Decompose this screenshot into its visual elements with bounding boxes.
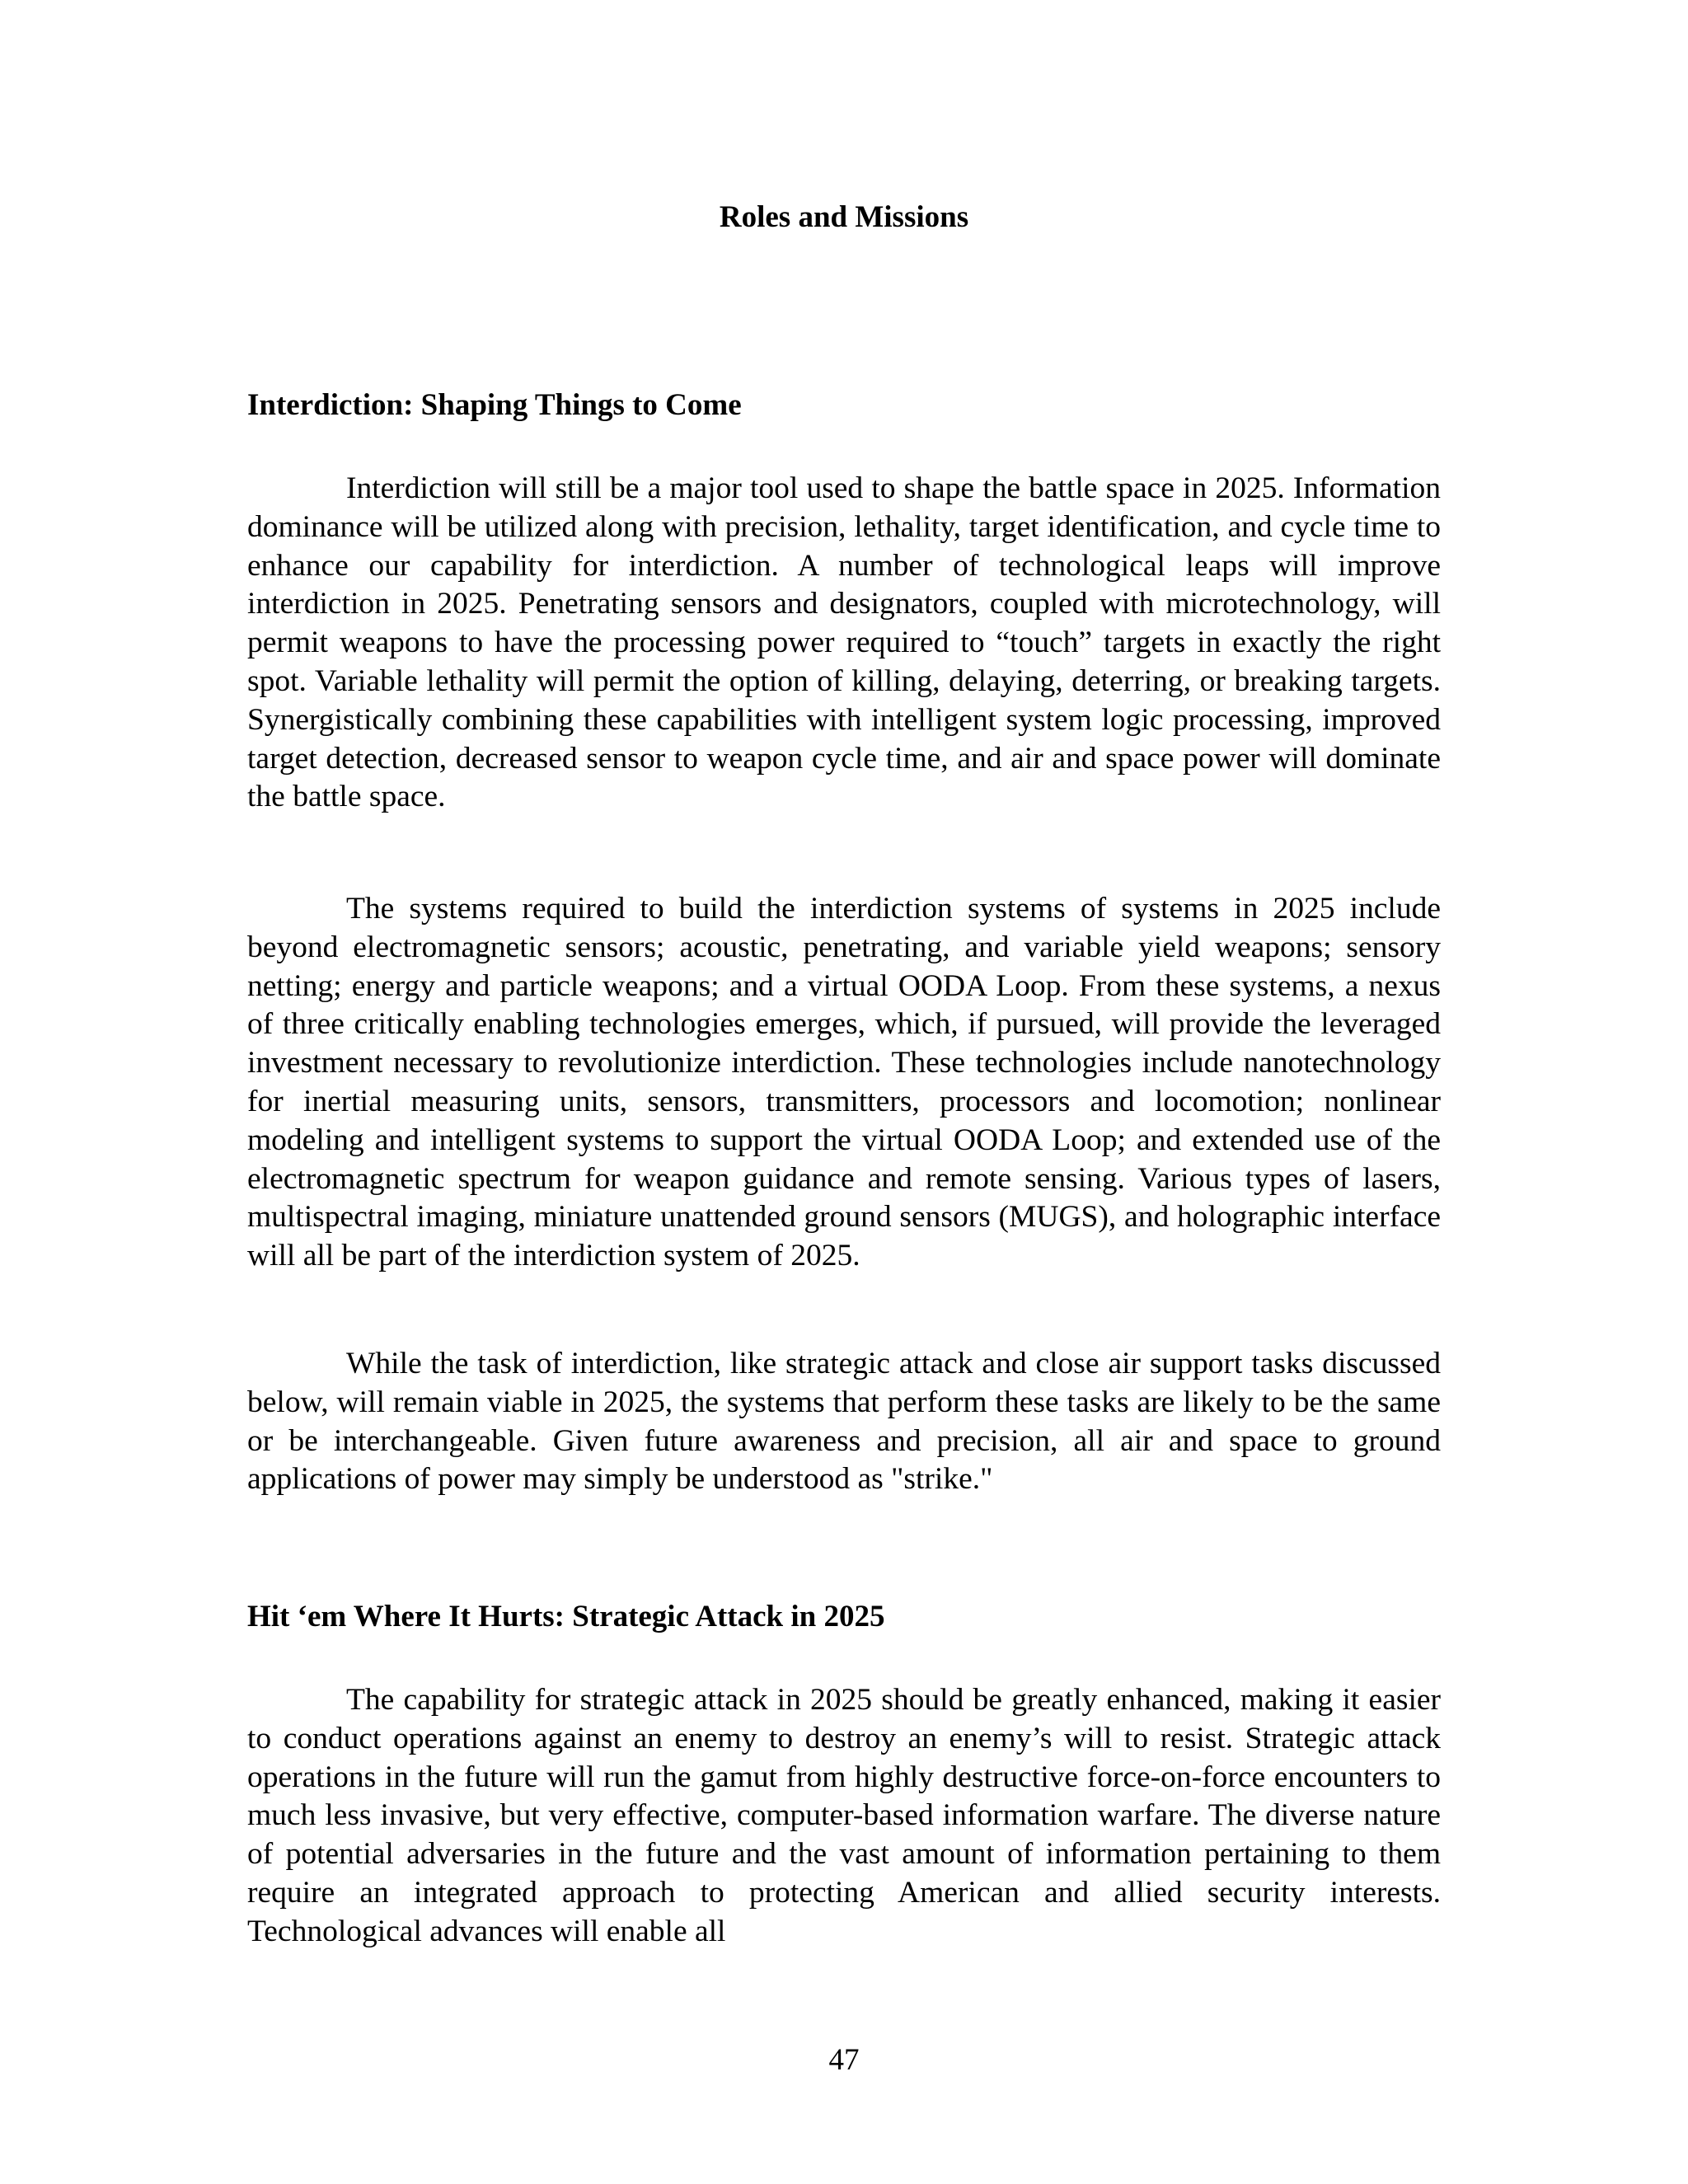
paragraph-interdiction-2: The systems required to build the interdiction systems of systems in 2025 include beyond electromagnetic sensors; acoustic, penetrating, and variable yield weapons; sensory netting; energy and particle weapons; and a virtual OODA Loop. From these systems, a nexus of three critically enabling technologies emerges, which, if pursued, will provide the leveraged investment necessary to revolutionize interdiction. These technologies include nanotechnology for inertial measuring units, sensors, transmitters, processors and locomotion; nonlinear modeling and intelligent systems to support the virtual OODA Loop; and extended use of the electromagnetic spectrum for weapon guidance and remote sensing. Various types of lasers, multispectral imaging, miniature unattended ground sensors (MUGS), and holographic interface will all be part of the interdiction system of 2025. <box>247 892 1441 1273</box>
paragraph-strategic-attack-1: The capability for strategic attack in 2025 should be greatly enhanced, making it easier to conduct operations against an enemy to destroy an enemy’s will to resist. Strategic attack operations in the future will run the gamut from highly destructive force-on-force encounters to much less invasive, but very effective, computer-based information warfare. The diverse nature of potential adversaries in the future and the vast amount of information pertaining to them require an integrated approach to protecting American and allied security interests. Technological advances will enable all <box>247 1683 1441 1948</box>
page-title: Roles and Missions <box>719 200 969 234</box>
paragraph-interdiction-3: While the task of interdiction, like strategic attack and close air support tasks discussed below, will remain viable in 2025, the systems that perform these tasks are likely to be the same or be interchangeable. Given future awareness and precision, all air and space to ground applications of power may simply be understood as "strike." <box>247 1347 1441 1497</box>
page-number: 47 <box>828 2043 860 2077</box>
section-heading-interdiction: Interdiction: Shaping Things to Come <box>247 388 742 422</box>
section-heading-strategic-attack: Hit ‘em Where It Hurts: Strategic Attack in 2025 <box>247 1600 885 1633</box>
paragraph-interdiction-1: Interdiction will still be a major tool used to shape the battle space in 2025. Information dominance will be utilized along with precision, lethality, target identification, and cycle time to enhance our capability for interdiction. A number of technological leaps will improve interdiction in 2025. Penetrating sensors and designators, coupled with microtechnology, will permit weapons to have the processing power required to “touch” targets in exactly the right spot. Variable lethality will permit the option of killing, delaying, deterring, or breaking targets. Synergistically combining these capabilities with intelligent system logic processing, improved target detection, decreased sensor to weapon cycle time, and air and space power will dominate the battle space. <box>247 471 1441 814</box>
